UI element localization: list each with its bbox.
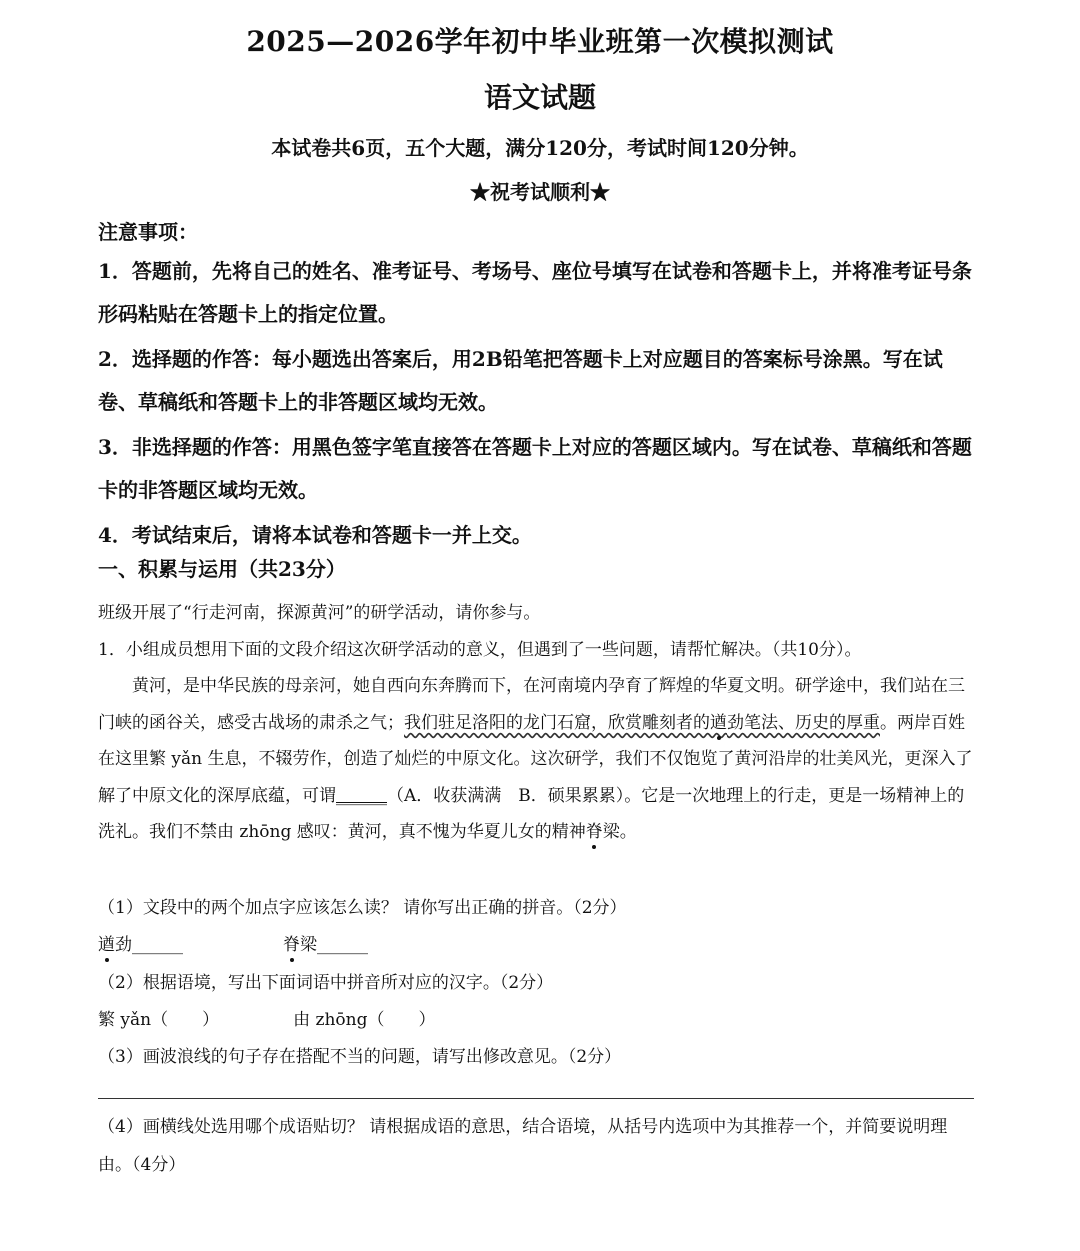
subquestion-3: （3）画波浪线的句子存在搭配不当的问题，请写出修改意见。（2分） [98, 1047, 622, 1067]
exam-info: 本试卷共6页，五个大题，满分120分，考试时间120分钟。 [271, 136, 809, 160]
activity-intro: 班级开展了“行走河南，探源黄河”的研学活动，请你参与。 [98, 603, 541, 623]
notice-item: 2．选择题的作答：每小题选出答案后，用2B铅笔把答题卡上对应题目的答案标号涂黑。写在试卷、草稿纸和答题卡上的非答题区域均无效。 [98, 347, 943, 414]
answer-blank: 梁______ [300, 935, 368, 955]
notice-heading: 注意事项： [98, 220, 198, 244]
answer-blank: 劲______ [115, 935, 183, 955]
passage-text: 黄河，是中华民族的母亲河，她自西向东奔腾而下，在河南境内孕育了辉煌的华夏文明。研学途中，我们站在三门峡的函谷关，感受古战场的肃杀之气； [98, 676, 965, 733]
dotted-char: 遒 [98, 935, 115, 955]
dotted-char: 脊 [283, 935, 300, 955]
subquestion-1: （1）文段中的两个加点字应该怎么读？ 请你写出正确的拼音。（2分） [98, 898, 627, 918]
pinyin-answer-line [98, 930, 368, 955]
dotted-char: 脊 [585, 822, 603, 842]
subquestion-4: （4）画横线处选用哪个成语贴切？ 请根据成语的意思，结合语境，从括号内选项中为其推荐一个，并简要说明理由。（4分） [98, 1117, 948, 1175]
section-heading: 一、积累与运用（共23分） [98, 557, 346, 581]
subject-title: 语文试题 [483, 81, 596, 114]
notice-item: 4．考试结束后，请将本试卷和答题卡一并上交。 [98, 523, 532, 547]
passage-text: （A．收获满满 B．硕果累累）。它是一次地理上的行走，更是一场精神上的洗礼。我们不禁由 zhōng 感叹：黄河，真不愧为华夏儿女的精神 [98, 785, 965, 842]
reading-passage [98, 668, 978, 851]
notice-item: 3．非选择题的作答：用黑色签字笔直接答在答题卡上对应的答题区域内。写在试卷、草稿纸和答题卡的非答题区域均无效。 [98, 435, 972, 502]
exam-title: 2025—2026学年初中毕业班第一次模拟测试 [246, 25, 834, 58]
passage-text: 。两岸百姓在这里繁 yǎn 生息，不辍劳作，创造了灿烂的中原文化。这次研学，我们不仅饱览了黄河沿岸的壮美风光，更深入了解了中原文化的深厚底蕴，可谓 [98, 712, 973, 806]
wavy-text: 我们驻足洛阳的龙门石窟，欣赏雕刻者的 [404, 712, 710, 733]
wavy-text: 劲笔法、历史的厚重 [727, 712, 880, 733]
passage-text: 梁。 [602, 822, 637, 842]
hanzi-answer-line [98, 1005, 435, 1030]
answer-blank: 由 zhōng（ ） [293, 1010, 436, 1030]
good-luck-line: ★祝考试顺利★ [470, 180, 610, 204]
notice-item: 1．答题前，先将自己的姓名、准考证号、考场号、座位号填写在试卷和答题卡上，并将准考证号条形码粘贴在答题卡上的指定位置。 [98, 259, 972, 326]
question-1: 1．小组成员想用下面的文段介绍这次研学活动的意义，但遇到了一些问题，请帮忙解决。（共10分）。 [98, 640, 862, 660]
passage-blank: ______ [336, 785, 387, 806]
notice-block [98, 216, 978, 557]
answer-rule-line [98, 1098, 974, 1099]
dotted-char: 遒 [710, 712, 727, 733]
subquestion-2: （2）根据语境，写出下面词语中拼音所对应的汉字。（2分） [98, 973, 554, 993]
wavy-underlined-sentence [404, 713, 880, 733]
answer-blank: 繁 yǎn（ ） [98, 1010, 220, 1030]
